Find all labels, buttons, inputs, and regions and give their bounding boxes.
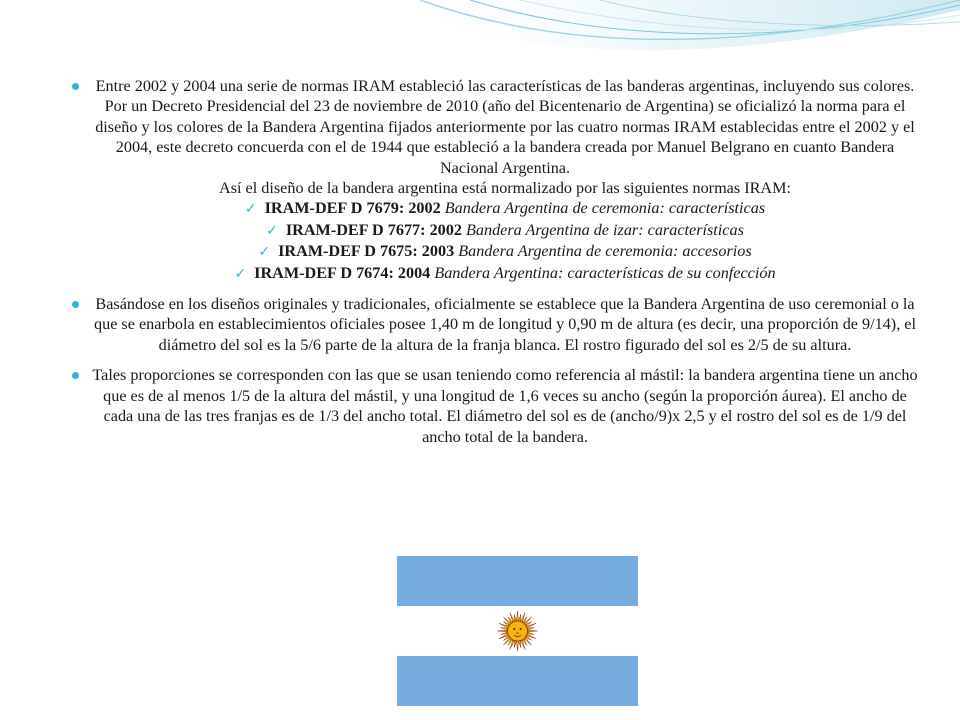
bullet-ceremonial-dimensions <box>60 294 920 355</box>
checkmark-icon: ✓ <box>266 222 278 239</box>
bullet-dot-icon <box>72 372 79 379</box>
paragraph-proportions: Tales proporciones se corresponden con las que se usan teniendo como referencia al mástil: la bandera argentina tiene un ancho que es de al menos 1/5 de la altura del mástil, y una longitud de 1,6 veces su ancho (según la proporción áurea). El ancho de cada una de las tres franjas es de 1/3 del ancho total. El diámetro del sol es de (ancho/9)x 2,5 y el rostro del sol es de 1/9 del ancho total de la bandera. <box>92 366 918 446</box>
norm-item: ✓ IRAM-DEF D 7679: 2002 Bandera Argentina de ceremonia: características <box>244 199 766 218</box>
checkmark-icon: ✓ <box>244 201 257 218</box>
norm-item: ✓ IRAM-DEF D 7675: 2003 Bandera Argentina de ceremonia: accesorios <box>258 242 752 261</box>
norm-item: ✓ IRAM-DEF D 7677: 2002 Bandera Argentina de izar: características <box>266 220 744 239</box>
paragraph-intro: Entre 2002 y 2004 una serie de normas IRAM estableció las características de las banderas argentinas, incluyendo sus colores. <box>95 77 915 95</box>
argentina-flag-image <box>397 556 638 706</box>
slide-body <box>60 76 920 457</box>
paragraph-norms-intro: Así el diseño de la bandera argentina está normalizado por las siguientes normas IRAM: <box>219 179 791 198</box>
paragraph-dimensions: Basándose en los diseños originales y tradicionales, oficialmente se establece que la Bandera Argentina de uso ceremonial o la que se enarbola en establecimientos oficiales posee 1,40 m de longitud y 0,90 m de altura (es decir, una proporción de 9/14), el diámetro del sol es la 5/6 parte de la altura de la franja blanca. El rostro figurado del sol es 2/5 de su altura. <box>94 295 916 354</box>
norm-item: ✓ IRAM-DEF D 7674: 2004 Bandera Argentina: características de su confección <box>234 263 776 282</box>
sun-of-may-icon <box>498 611 538 651</box>
paragraph-decree: Por un Decreto Presidencial del 23 de noviembre de 2010 (año del Bicentenario de Argentina) se oficializó la norma para el diseño y los colores de la Bandera Argentina fijados anteriormente por las cuatro normas IRAM establecidas entre el 2002 y el 2004, este decreto concuerda con el de 1944 que estableció a la bandera creada por Manuel Belgrano en cuanto Bandera Nacional Argentina. <box>95 97 915 177</box>
bullet-dot-icon <box>72 83 79 90</box>
bullet-proportions <box>60 365 920 447</box>
checkmark-icon: ✓ <box>258 244 271 261</box>
bullet-iram-norms <box>60 76 920 284</box>
checkmark-icon: ✓ <box>234 265 247 282</box>
bullet-dot-icon <box>72 301 79 308</box>
norms-list <box>90 198 920 284</box>
